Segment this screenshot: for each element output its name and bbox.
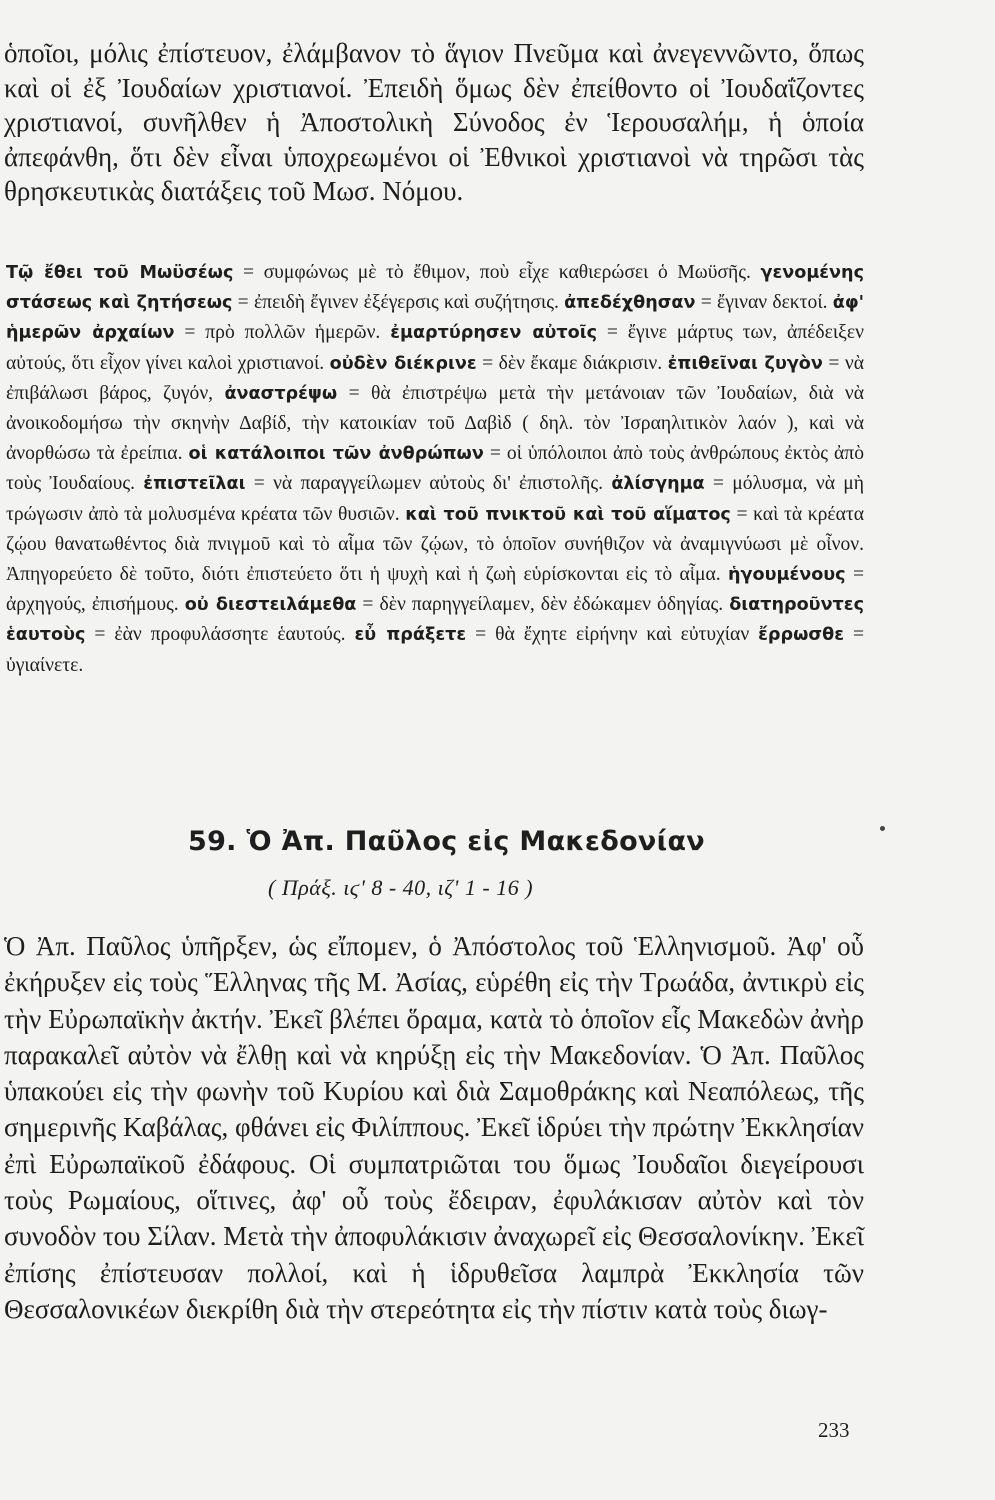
section-reference: ( Πράξ. ιϛ' 8 - 40, ιζ' 1 - 16 ) bbox=[268, 875, 534, 900]
glossary-definition: = ἀρχηγούς, ἐπισήμους. bbox=[6, 564, 864, 616]
glossary-term: καὶ τοῦ πνικτοῦ καὶ τοῦ αἵματος bbox=[405, 504, 731, 525]
section-heading: 59. Ὁ Ἀπ. Παῦλος εἰς Μακεδονίαν bbox=[188, 826, 705, 857]
glossary-definition: = δὲν παρηγγείλαμεν, δὲν ἐδώκαμεν ὁδηγίας. bbox=[356, 594, 730, 616]
glossary-term: εὖ πράξετε bbox=[354, 625, 467, 646]
glossary-definition: = νὰ παραγγείλωμεν αὐτοὺς δι' ἐπιστολῆς. bbox=[245, 473, 612, 495]
glossary-definition: = οἱ ὑπόλοιποι ἀπὸ τοὺς ἀνθρώπους ἐκτὸς ἀπὸ τοὺς Ἰουδαίους. bbox=[6, 443, 864, 495]
glossary-term: ἐμαρτύρησεν αὐτοῖς bbox=[390, 323, 597, 344]
glossary-term: ἀλίσγημα bbox=[611, 474, 705, 495]
glossary-term: ἀπεδέχθησαν bbox=[564, 293, 696, 314]
margin-dot bbox=[880, 826, 885, 831]
glossary-definition: = θὰ ἐπιστρέψω μετὰ τὴν μετάνοιαν τῶν Ἰουδαίων, διὰ νὰ ἀνοικοδομήσω τὴν σκηνὴν Δαβίδ, τὴν κατοικίαν τοῦ Δαβὶδ ( δηλ. τὸν Ἰσραηλιτικὸν λαόν ), καὶ νὰ ἀνορθώσω τὰ ἐρείπια. bbox=[6, 382, 864, 465]
top-paragraph: ὁποῖοι, μόλις ἐπίστευον, ἐλάμβανον τὸ ἅγιον Πνεῦμα καὶ ἀνεγεννῶντο, ὅπως καὶ οἱ ἐξ Ἰουδαίων χριστιανοί. Ἐπειδὴ ὅμως δὲν ἐπείθοντο οἱ Ἰουδαΐζοντες χριστιανοί, συνῆλθεν ἡ Ἀποστολικὴ Σύνοδος ἐν Ἱερουσαλήμ, ἡ ὁποία ἀπεφάνθη, ὅτι δὲν εἶναι ὑποχρεωμένοι οἱ Ἐθνικοὶ χριστιανοὶ νὰ τηρῶσι τὰς θρησκευτικὰς διατάξεις τοῦ Μωσ. Νόμου. bbox=[4, 38, 864, 206]
page-number: 233 bbox=[818, 1418, 850, 1442]
glossary-term: ἐπιθεῖναι ζυγὸν bbox=[667, 353, 823, 374]
glossary-term: Τῷ ἔθει τοῦ Μωϋσέως bbox=[6, 263, 234, 283]
glossary-definition: = ἔγινε μάρτυς των, ἀπέδειξεν αὐτούς, ὅτι εἶχον γίνει καλοὶ χριστιανοί. bbox=[6, 322, 864, 374]
glossary-definition: = ἐπειδὴ ἔγινεν ἐξέγερσις καὶ συζήτησις. bbox=[232, 292, 565, 314]
glossary-definition: = μόλυσμα, νὰ μὴ τρώγωσιν ἀπὸ τὰ μολυσμένα κρέατα τῶν θυσιῶν. bbox=[6, 473, 864, 525]
glossary-definition: = πρὸ πολλῶν ἡμερῶν. bbox=[174, 322, 391, 344]
glossary-definition: = ἐὰν προφυλάσσητε ἑαυτούς. bbox=[85, 624, 355, 646]
glossary-term: οὐδὲν διέκρινε bbox=[329, 353, 477, 374]
glossary-term: ἀναστρέψω bbox=[224, 383, 338, 404]
glossary-definition: = ἔγιναν δεκτοί. bbox=[695, 292, 833, 314]
glossary-definition: = δὲν ἔκαμε διάκρισιν. bbox=[476, 352, 668, 374]
glossary-definition: = συμφώνως μὲ τὸ ἔθιμον, ποὺ εἶχε καθιερώσει ὁ Μωϋσῆς. bbox=[233, 262, 761, 283]
glossary-paragraph bbox=[6, 258, 864, 681]
glossary-term: ἔρρωσθε bbox=[758, 625, 844, 646]
glossary-term: ἀφ' ἡμερῶν ἀρχαίων bbox=[6, 293, 864, 344]
glossary-definition: = θὰ ἔχητε εἰρήνην καὶ εὐτυχίαν bbox=[466, 624, 759, 646]
body-paragraph: Ὁ Ἀπ. Παῦλος ὑπῆρξεν, ὡς εἴπομεν, ὁ Ἀπόστολος τοῦ Ἑλληνισμοῦ. Ἀφ' οὗ ἐκήρυξεν εἰς τοὺς Ἕλληνας τῆς Μ. Ἀσίας, εὑρέθη εἰς τὴν Τρωάδα, ἀντικρὺ εἰς τὴν Εὐρωπαϊκὴν ἀκτήν. Ἐκεῖ βλέπει ὅραμα, κατὰ τὸ ὁποῖον εἷς Μακεδὼν ἀνὴρ παρακαλεῖ αὐτὸν νὰ ἔλθῃ καὶ νὰ κηρύξῃ εἰς τὴν Μακεδονίαν. Ὁ Ἀπ. Παῦλος ὑπακούει εἰς τὴν φωνὴν τοῦ Κυρίου καὶ διὰ Σαμοθράκης καὶ Νεαπόλεως, τῆς σημερινῆς Καβάλας, φθάνει εἰς Φιλίππους. Ἐκεῖ ἱδρύει τὴν πρώτην Ἐκκλησίαν ἐπὶ Εὐρωπαϊκοῦ ἐδάφους. Οἱ συμπατριῶται του ὅμως Ἰουδαῖοι διεγείρουσι τοὺς Ρωμαίους, οἵτινες, ἀφ' οὗ τοὺς ἔδειραν, ἐφυλάκισαν αὐτὸν καὶ τὸν συνοδὸν του Σίλαν. Μετὰ τὴν ἀποφυλάκισιν ἀναχωρεῖ εἰς Θεσσαλονίκην. Ἐκεῖ ἐπίσης ἐπίστευσαν πολλοί, καὶ ἡ ἱδρυθεῖσα λαμπρὰ Ἐκκλησία τῶν Θεσσαλονικέων διεκρίθη διὰ τὴν στερεότητα εἰς τὴν πίστιν κατὰ τοὺς διωγ- bbox=[4, 931, 864, 1324]
glossary-term: ἡγουμένους bbox=[728, 565, 846, 586]
glossary-term: οἱ κατάλοιποι τῶν ἀνθρώπων bbox=[188, 444, 484, 465]
glossary-term: διατηροῦντες ἑαυτοὺς bbox=[6, 595, 864, 646]
glossary-definition: = ὑγιαίνετε. bbox=[6, 624, 865, 676]
glossary-term: ἐπιστεῖλαι bbox=[143, 474, 246, 495]
glossary-term: οὐ διεστειλάμεθα bbox=[184, 595, 357, 616]
glossary-definition: = νὰ ἐπιβάλωσι βάρος, ζυγόν, bbox=[6, 352, 865, 404]
glossary-definition: = καὶ τὰ κρέατα ζῴου θανατωθέντος διὰ πνιγμοῦ καὶ τὸ αἷμα τῶν ζῴων, τὸ ὁποῖον συνήθιζον νὰ ἀναμιγνύωσι μὲ οἶνον. Ἀπηγορεύετο δὲ τοῦτο, διότι ἐπιστεύετο ὅτι ἡ ψυχὴ καὶ ἡ ζωὴ εὑρίσκονται εἰς τὸ αἷμα. bbox=[6, 503, 864, 586]
glossary-term: γενομένης στάσεως καὶ ζητήσεως bbox=[6, 263, 864, 314]
